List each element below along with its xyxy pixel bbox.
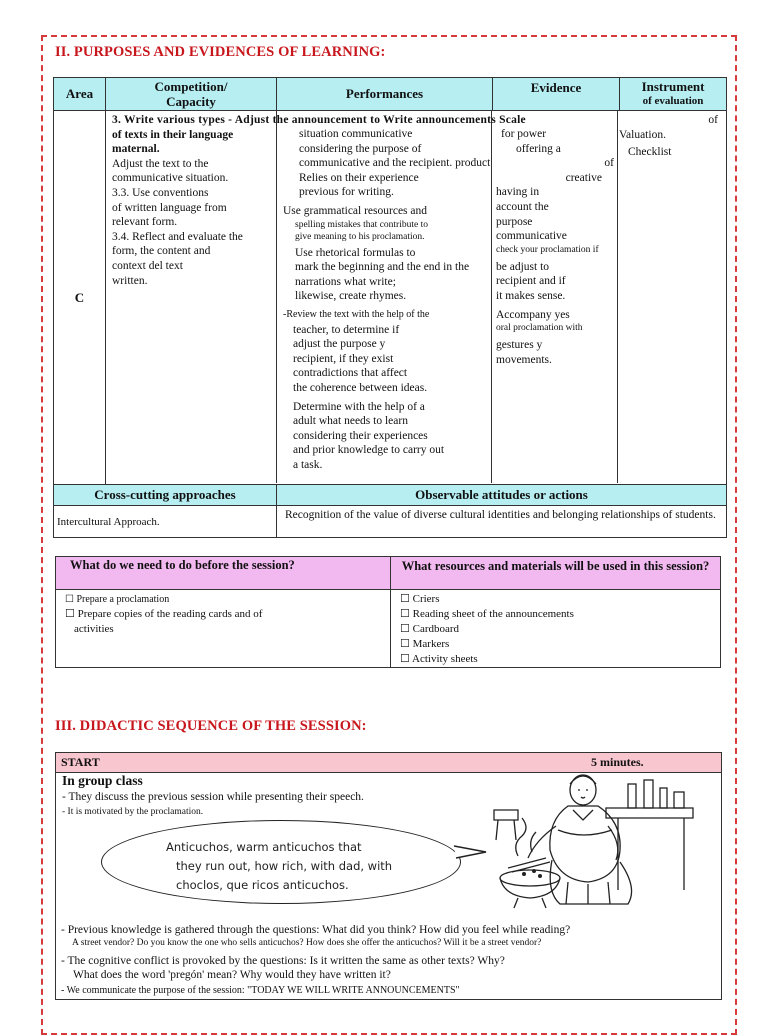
- header-area: Area: [54, 78, 106, 111]
- header-evidence: Evidence: [493, 78, 620, 111]
- start-bar: START 5 minutes.: [56, 753, 721, 773]
- performances-text: situation communicative considering the purpose of communicative and the recipient. product Relies on their experience previous for writing. Use grammatical resources and spelling mistakes that contribute to give meaning to his proclamation. Use rhetorical formulas to mark the beginning and the end in the narrations what write; likewise, create rhymes. -Review the text with the help of the teacher, to determine if adjust the purpose y recipient, if they exist contradictions that affect the coherence between ideas. Determine with the help of a adult what needs to learn considering their experiences and prior knowledge to carry out a task.: [283, 128, 491, 471]
- attitudes-header: Observable attitudes or actions: [277, 485, 727, 506]
- knowledge-sub: A street vendor? Do you know the one who sells anticuchos? How does she offer the anticuchos? Will it be a street vendor?: [72, 938, 542, 948]
- attitudes-value: Recognition of the value of diverse cultural identities and belonging relationships of students.: [277, 506, 727, 538]
- cross-cutting-header: Cross-cutting approaches: [54, 485, 277, 506]
- prep-left-list: ☐ Prepare a proclamation ☐ Prepare copies of the reading cards and of activities: [56, 590, 391, 668]
- conflict-sub: What does the word 'pregón' mean? Why would they have written it?: [73, 969, 391, 981]
- prep-right-header: What resources and materials will be used in this session?: [391, 557, 721, 590]
- instrument-text: of Valuation. Checklist: [619, 114, 718, 159]
- prep-right-list: ☐ Criers ☐ Reading sheet of the announcements ☐ Cardboard ☐ Markers ☐ Activity sheets: [391, 590, 721, 668]
- prep-left-header: What do we need to do before the session?: [56, 557, 391, 590]
- conflict-line: - The cognitive conflict is provoked by the questions: Is it written the same as other texts? Why?: [61, 955, 505, 967]
- cross-cutting-value: Intercultural Approach.: [54, 506, 277, 538]
- competition-performance-row: [106, 111, 727, 485]
- evidence-text: for power offering a of creative having in account the purpose communicative check your proclamation if be adjust to recipient and if it makes sense. Accompany yes oral proclamation with gestures y movements.: [496, 128, 614, 366]
- bubble-text: Anticuchos, warm anticuchos that they run out, how rich, with dad, with choclos, que ricos anticuchos.: [166, 840, 393, 892]
- competition-text: 3. Write various types - Adjust the announcement to Write announcements Scale of texts in their language maternal. Adjust the text to the communicative situation. 3.3. Use conventions of written language from relevant form. 3.4. Reflect and evaluate the form, the content and context del text written.: [112, 114, 526, 287]
- bullet-1: - They discuss the previous session while presenting their speech.: [62, 791, 364, 803]
- header-instrument: Instrument of evaluation: [620, 78, 727, 111]
- section-title-purposes: II. PURPOSES AND EVIDENCES OF LEARNING:: [55, 44, 386, 60]
- bullet-2: - It is motivated by the proclamation.: [62, 807, 204, 817]
- area-value: C: [54, 111, 106, 485]
- group-title: In group class: [62, 773, 143, 788]
- street-vendor-illustration: [488, 770, 706, 910]
- purposes-table: [53, 77, 727, 538]
- purpose-line: - We communicate the purpose of the session: "TODAY WE WILL WRITE ANNOUNCEMENTS": [61, 985, 460, 996]
- header-competition: Competition/ Capacity: [106, 78, 277, 111]
- preparation-table: [55, 556, 721, 668]
- section-title-sequence: III. DIDACTIC SEQUENCE OF THE SESSION:: [55, 718, 367, 734]
- knowledge-line: - Previous knowledge is gathered through the questions: What did you think? How did you feel while reading?: [61, 924, 571, 936]
- header-performances: Performances: [277, 78, 493, 111]
